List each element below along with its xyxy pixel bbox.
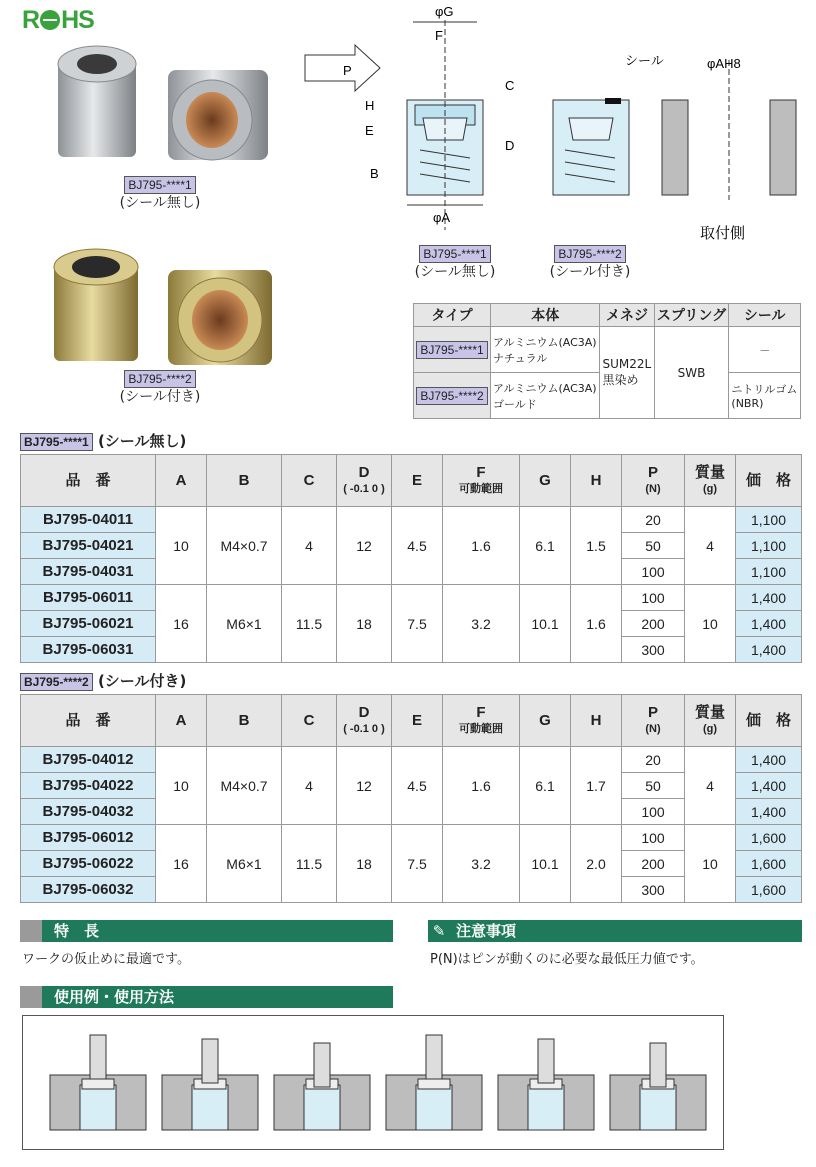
arrow-label: P <box>343 63 352 78</box>
cell-a: 16 <box>156 825 207 903</box>
dim-phiG: φG <box>435 4 454 19</box>
cell-h: 1.6 <box>571 585 622 663</box>
cell-mass: 4 <box>685 747 736 825</box>
cautions-text: P(N)はピンが動くのに必要な最低圧力値です。 <box>430 952 704 967</box>
spec-spring: SWB <box>654 327 729 419</box>
part-number: BJ795-06012 <box>21 825 156 851</box>
dim-E: E <box>365 123 374 138</box>
header-f: F <box>476 463 486 481</box>
dim-phiA: φA <box>433 210 451 225</box>
cell-h: 1.5 <box>571 507 622 585</box>
table2-title <box>20 670 186 691</box>
cell-e: 4.5 <box>392 747 443 825</box>
header-mass: 質量 <box>694 703 725 721</box>
spec-table <box>413 303 801 419</box>
cell-mass: 4 <box>685 507 736 585</box>
caption-text: (シール無し) <box>119 195 201 211</box>
cell-price: 1,600 <box>736 851 802 877</box>
cell-p: 100 <box>622 559 685 585</box>
cell-g: 6.1 <box>520 747 571 825</box>
cell-g: 10.1 <box>520 585 571 663</box>
spec-seal: － <box>729 327 801 373</box>
cell-b: M4×0.7 <box>207 747 282 825</box>
part-number: BJ795-04012 <box>21 747 156 773</box>
dim-C: C <box>505 78 515 93</box>
header-d: D <box>358 463 370 481</box>
spec-thread-finish: 黒染め <box>602 373 639 387</box>
code-label: BJ795-****1 <box>20 433 93 451</box>
cell-f: 3.2 <box>443 585 520 663</box>
table-row <box>21 747 802 773</box>
header-c: C <box>282 695 337 747</box>
header-a: A <box>156 455 207 507</box>
header-a: A <box>156 695 207 747</box>
cell-f: 1.6 <box>443 507 520 585</box>
dim-phiAH8: φAH8 <box>707 56 741 71</box>
cell-d: 12 <box>337 747 392 825</box>
cell-p: 100 <box>622 799 685 825</box>
header-mass-unit: (g) <box>702 722 718 735</box>
caption-text: (シール無し) <box>414 264 496 280</box>
header-f-sub: 可動範囲 <box>459 482 503 495</box>
features-bar <box>20 920 393 942</box>
cell-f: 3.2 <box>443 825 520 903</box>
cell-p: 50 <box>622 773 685 799</box>
rohs-logo: R HS <box>22 6 94 34</box>
dim-D: D <box>505 138 515 153</box>
product-photo-natural <box>40 40 280 170</box>
technical-drawing <box>295 0 805 250</box>
spec-body-finish: ナチュラル <box>493 351 548 365</box>
header-p: P <box>647 703 658 721</box>
dim-F: F <box>435 28 443 43</box>
cell-price: 1,100 <box>736 507 802 533</box>
price-table-no-seal <box>20 454 802 663</box>
product-photo-gold <box>40 245 280 370</box>
dim-H: H <box>365 98 375 113</box>
header-f: F <box>476 703 486 721</box>
spec-thread: SUM22L <box>602 357 652 371</box>
cell-c: 11.5 <box>282 585 337 663</box>
code-label: BJ795-****1 <box>419 245 490 263</box>
header-c: C <box>282 455 337 507</box>
cell-b: M6×1 <box>207 825 282 903</box>
header-p: P <box>647 463 658 481</box>
usage-title: 使用例・使用方法 <box>54 988 175 1006</box>
code-label: BJ795-****2 <box>124 370 195 388</box>
header-price: 価 格 <box>736 695 802 747</box>
spec-header-type: タイプ <box>414 304 491 327</box>
price-table-with-seal <box>20 694 802 903</box>
cell-h: 2.0 <box>571 825 622 903</box>
cell-b: M4×0.7 <box>207 507 282 585</box>
header-part-number: 品 番 <box>21 695 156 747</box>
cell-g: 6.1 <box>520 507 571 585</box>
part-number: BJ795-06032 <box>21 877 156 903</box>
features-title: 特 長 <box>54 922 100 940</box>
spec-type: BJ795-****2 <box>416 387 487 405</box>
table-title-text: (シール付き) <box>97 672 187 690</box>
cell-p: 300 <box>622 637 685 663</box>
header-mass-unit: (g) <box>702 482 718 495</box>
header-d-tolerance: ( -0.1 0 ) <box>343 722 385 735</box>
cell-e: 7.5 <box>392 825 443 903</box>
header-p-unit: (N) <box>645 722 661 735</box>
part-number: BJ795-06022 <box>21 851 156 877</box>
cell-p: 100 <box>622 585 685 611</box>
header-price: 価 格 <box>736 455 802 507</box>
part-number: BJ795-04011 <box>21 507 156 533</box>
caption-natural <box>90 176 230 212</box>
cell-d: 12 <box>337 507 392 585</box>
spec-seal: ニトリルゴム <box>731 383 798 396</box>
header-e: E <box>392 695 443 747</box>
cell-h: 1.7 <box>571 747 622 825</box>
part-number: BJ795-06031 <box>21 637 156 663</box>
dim-B: B <box>370 166 379 181</box>
cell-price: 1,600 <box>736 825 802 851</box>
spec-body-finish: ゴールド <box>493 397 537 411</box>
table1-title <box>20 430 186 451</box>
cell-price: 1,400 <box>736 611 802 637</box>
cell-price: 1,400 <box>736 747 802 773</box>
cell-a: 16 <box>156 585 207 663</box>
spec-seal-code: (NBR) <box>731 397 764 410</box>
code-label: BJ795-****2 <box>554 245 625 263</box>
table-row <box>21 585 802 611</box>
caption-text: (シール付き) <box>549 264 631 280</box>
cell-mass: 10 <box>685 825 736 903</box>
part-number: BJ795-04022 <box>21 773 156 799</box>
cell-p: 50 <box>622 533 685 559</box>
spec-body: アルミニウム(AC3A) <box>493 381 597 395</box>
code-label: BJ795-****1 <box>124 176 195 194</box>
drawing-caption-mid <box>520 245 660 281</box>
header-b: B <box>207 695 282 747</box>
pencil-icon: ✎ <box>428 920 450 942</box>
caption-gold <box>90 370 230 406</box>
header-b: B <box>207 455 282 507</box>
table-row <box>21 507 802 533</box>
cell-price: 1,600 <box>736 877 802 903</box>
cell-c: 4 <box>282 507 337 585</box>
cell-p: 20 <box>622 747 685 773</box>
cautions-title: 注意事項 <box>456 922 517 940</box>
spec-header-thread: メネジ <box>600 304 654 327</box>
header-h: H <box>571 695 622 747</box>
header-h: H <box>571 455 622 507</box>
code-label: BJ795-****2 <box>20 673 93 691</box>
header-g: G <box>520 455 571 507</box>
header-g: G <box>520 695 571 747</box>
cell-p: 200 <box>622 851 685 877</box>
cell-p: 100 <box>622 825 685 851</box>
part-number: BJ795-04031 <box>21 559 156 585</box>
usage-illustrations <box>22 1015 724 1150</box>
part-number: BJ795-06011 <box>21 585 156 611</box>
header-mass: 質量 <box>694 463 725 481</box>
cell-a: 10 <box>156 507 207 585</box>
spec-header-seal: シール <box>729 304 801 327</box>
cell-g: 10.1 <box>520 825 571 903</box>
header-d: D <box>358 703 370 721</box>
cell-mass: 10 <box>685 585 736 663</box>
header-f-sub: 可動範囲 <box>459 722 503 735</box>
cell-price: 1,400 <box>736 637 802 663</box>
header-p-unit: (N) <box>645 482 661 495</box>
spec-header-spring: スプリング <box>654 304 729 327</box>
cell-e: 7.5 <box>392 585 443 663</box>
features-text: ワークの仮止めに最適です。 <box>22 952 190 967</box>
cell-e: 4.5 <box>392 507 443 585</box>
table-title-text: (シール無し) <box>97 432 187 450</box>
cell-price: 1,400 <box>736 773 802 799</box>
cell-price: 1,100 <box>736 533 802 559</box>
cell-price: 1,400 <box>736 799 802 825</box>
dim-seal: シール <box>625 53 664 68</box>
usage-bar <box>20 986 393 1008</box>
part-number: BJ795-04021 <box>21 533 156 559</box>
cautions-bar <box>428 920 802 942</box>
cell-f: 1.6 <box>443 747 520 825</box>
header-e: E <box>392 455 443 507</box>
header-part-number: 品 番 <box>21 455 156 507</box>
spec-type: BJ795-****1 <box>416 341 487 359</box>
spec-body: アルミニウム(AC3A) <box>493 335 597 349</box>
cell-d: 18 <box>337 825 392 903</box>
cell-b: M6×1 <box>207 585 282 663</box>
cell-p: 200 <box>622 611 685 637</box>
table-row <box>21 825 802 851</box>
cell-p: 300 <box>622 877 685 903</box>
caption-mounting-side: 取付側 <box>700 225 746 242</box>
caption-text: (シール付き) <box>119 389 201 405</box>
cell-price: 1,400 <box>736 585 802 611</box>
cell-c: 4 <box>282 747 337 825</box>
cell-p: 20 <box>622 507 685 533</box>
cell-c: 11.5 <box>282 825 337 903</box>
spec-header-body: 本体 <box>491 304 600 327</box>
cell-price: 1,100 <box>736 559 802 585</box>
cell-d: 18 <box>337 585 392 663</box>
part-number: BJ795-04032 <box>21 799 156 825</box>
header-d-tolerance: ( -0.1 0 ) <box>343 482 385 495</box>
drawing-caption-left <box>385 245 525 281</box>
part-number: BJ795-06021 <box>21 611 156 637</box>
cell-a: 10 <box>156 747 207 825</box>
